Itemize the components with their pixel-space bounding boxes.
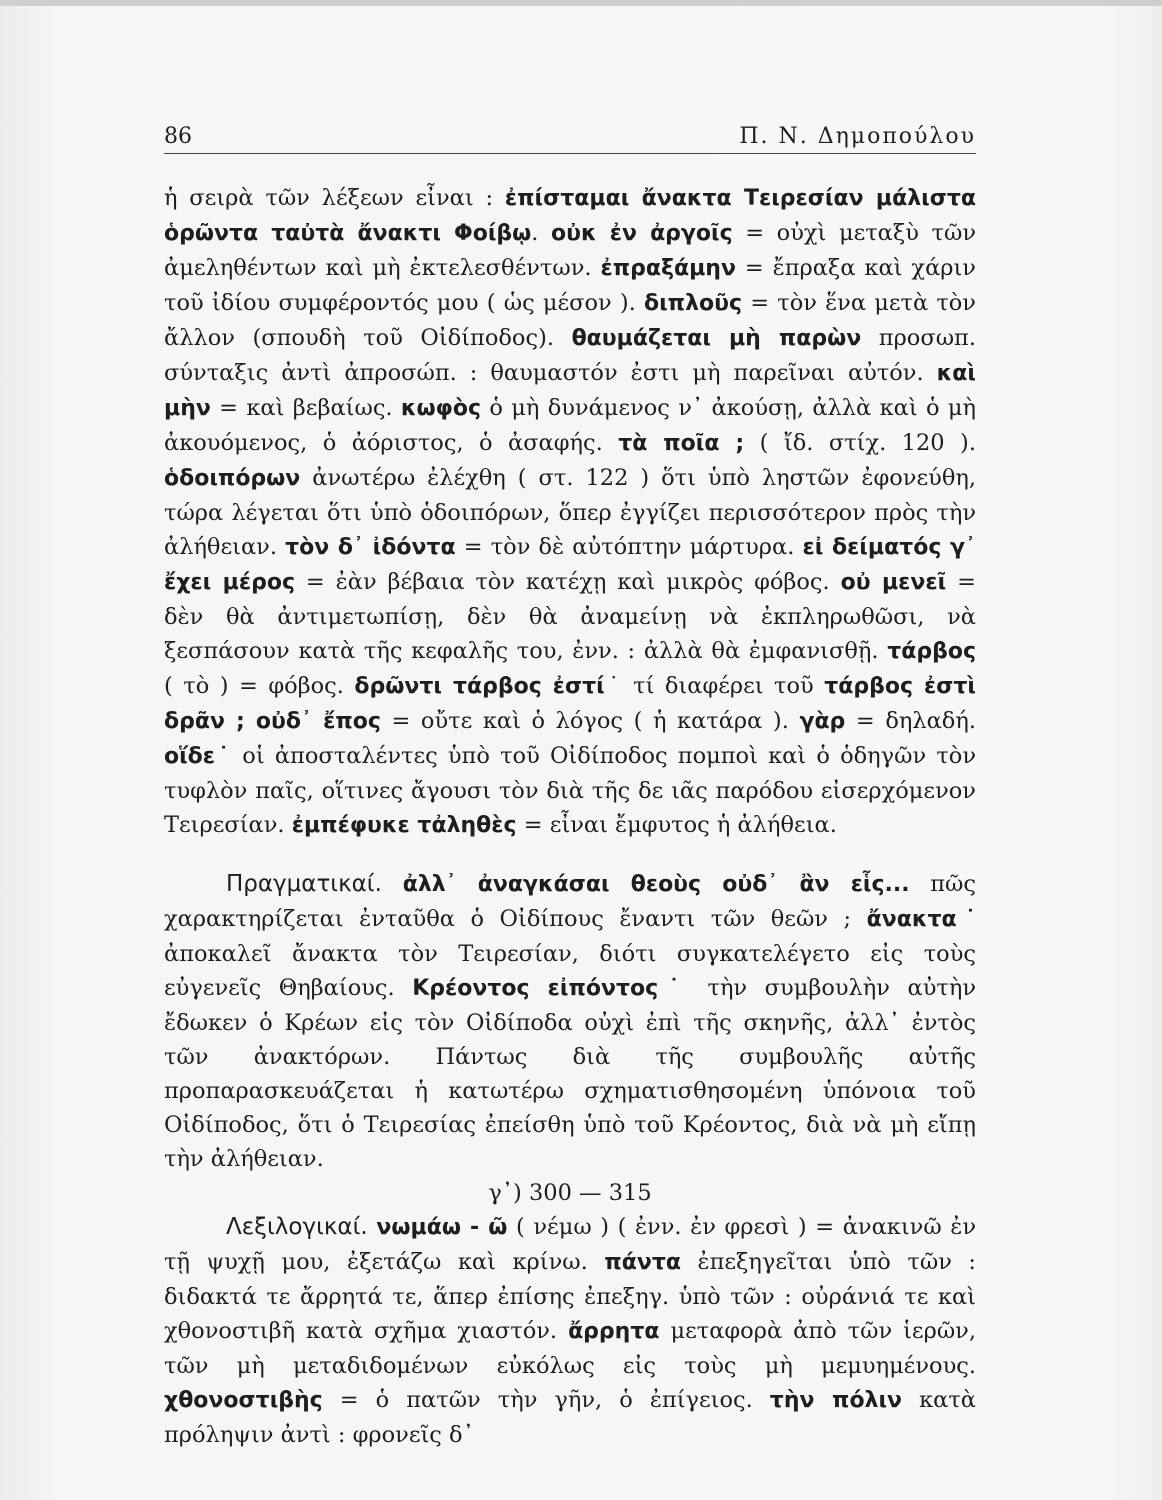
lemma-term: γὰρ xyxy=(799,709,846,734)
lemma-term: δρῶντι τάρβος ἐστί xyxy=(354,674,605,699)
commentary-text: ˙ τί διαφέρει τοῦ xyxy=(604,673,825,699)
lemma-term: ὁδοιπόρων xyxy=(164,466,301,491)
commentary-text: = δηλαδή. xyxy=(845,708,976,734)
commentary-text: μεταφορὰ ἀπὸ τῶν ἱερῶν, τῶν μὴ μεταδιδομένων εὐκόλως εἰς τοὺς μὴ μεμυημένους. xyxy=(164,1318,976,1379)
commentary-text: ἀποκαλεῖ ἄνακτα τὸν Τειρεσίαν, διότι συγκατελέγετο εἰς τοὺς εὐγενεῖς Θηβαίους. xyxy=(164,941,976,1001)
commentary-text: ἐπεξηγεῖται ὑπὸ τῶν : διδακτά τε ἄρρητά τε, ἅπερ ἐπίσης ἐπεξηγ. ὑπὸ τῶν : οὐράνιά τε καὶ χθονοστιβῆ κατὰ σχῆμα χιαστόν. xyxy=(164,1249,976,1344)
lemma-term: τὴν πόλιν xyxy=(769,1388,903,1413)
lemma-term: τὸν δ᾽ ἰδόντα xyxy=(285,535,456,560)
commentary-paragraph-2 xyxy=(164,867,976,1176)
commentary-text: = τὸν δὲ αὐτόπτην μάρτυρα. xyxy=(455,534,803,560)
lemma-term: οὐκ ἐν ἀργοῖς xyxy=(551,221,733,246)
lemma-term: εἰ δείματός γ᾽ ἔχει μέρος xyxy=(164,535,977,595)
commentary-text: πῶς χαρακτηρίζεται ἐνταῦθα ὁ Οἰδίπους ἔναντι τῶν θεῶν ; xyxy=(164,871,976,932)
lemma-term: θαυμάζεται μὴ παρὼν xyxy=(571,326,862,351)
lemma-term: οἵδε˙ xyxy=(164,744,233,769)
running-title: Π. Ν. Δημοπούλου xyxy=(739,124,976,149)
commentary-text: οἱ ἀποσταλέντες ὑπὸ τοῦ Οἰδίποδος πομποὶ καὶ ὁ ὁδηγῶν τὸν τυφλὸν παῖς, οἵτινες ἄγουσι τὸν διὰ τῆς δε ιᾶς παρόδου εἰσερχόμενον Τειρεσίαν. xyxy=(164,743,976,838)
lemma-term: τάρβος ἐστὶ δρᾶν ; οὐδ᾽ ἔπος xyxy=(164,674,976,734)
commentary-text: = εἶναι ἔμφυτος ἡ ἀλήθεια. xyxy=(516,812,837,838)
commentary-text: ( νέμω ) ( ἐνν. ἐν φρεσὶ ) = ἀνακινῶ ἐν τῇ ψυχῇ μου, ἐξετάζω καὶ κρίνω. xyxy=(164,1214,977,1275)
lemma-term: διπλοῦς xyxy=(644,291,743,316)
commentary-text: = οὐχὶ μεταξὺ τῶν ἀμεληθέντων καὶ μὴ ἐκτελεσθέντων. xyxy=(164,220,977,281)
commentary-text: ( τὸ ) = φόβος. xyxy=(164,673,355,699)
lemma-term: τάρβος xyxy=(887,639,976,664)
page-header xyxy=(164,124,976,156)
lemma-term: ἐμπέφυκε τἀληθὲς xyxy=(291,813,517,838)
lemma-term: νωμάω - ῶ xyxy=(376,1215,508,1240)
commentary-text: = ἐὰν βέβαια τὸν κατέχῃ καὶ μικρὸς φόβος. xyxy=(295,569,841,595)
page-number: 86 xyxy=(164,124,192,149)
commentary-text: = τὸν ἕνα μετὰ τὸν ἄλλον (σπουδὴ τοῦ Οἰδίποδος). xyxy=(164,290,976,351)
lemma-term: ἐπραξάμην xyxy=(600,256,736,281)
commentary-text: κατὰ πρόληψιν ἀντὶ : φρονεῖς δ᾽ xyxy=(164,1387,976,1448)
commentary-text: προσωπ. σύνταξις ἀντὶ ἀπροσώπ. : θαυμαστόν ἐστι μὴ παρεῖναι αὐτόν. xyxy=(164,325,976,386)
section-label: Πραγματικαί. xyxy=(226,871,403,897)
lemma-term: καὶ μὴν xyxy=(164,361,976,421)
commentary-text: τὴν συμβουλὴν αὐτὴν ἔδωκεν ὁ Κρέων εἰς τὸν Οἰδίποδα οὐχὶ ἐπὶ τῆς σκηνῆς, ἀλλ᾽ ἐντὸς τῶν ἀνακτόρων. Πάντως διὰ τῆς συμβουλῆς αὐτῆς προπαρασκευάζεται ἡ κατωτέρω σχηματισθησομένη ὑπόνοια τοῦ Οἰδίποδος, ὅτι ὁ Τειρεσίας ἐπείσθη ὑπὸ τοῦ Κρέοντος, διὰ νὰ μὴ εἴπῃ τὴν ἀλήθειαν. xyxy=(164,975,976,1172)
lemma-term: ἐπίσταμαι ἄνακτα Τειρεσίαν μάλιστα ὁρῶντα ταὐτὰ ἄνακτι Φοίβῳ xyxy=(164,186,976,246)
lemma-term: κωφὸς xyxy=(400,396,482,421)
page-top-edge xyxy=(0,0,1162,6)
commentary-text: ὁ μὴ δυνάμενος ν᾽ ἀκούσῃ, ἀλλὰ καὶ ὁ μὴ ἀκουόμενος, ὁ ἀόριστος, ὁ ἀσαφής. xyxy=(164,395,976,456)
lemma-term: οὐ μενεῖ xyxy=(840,570,947,595)
lemma-term: ἄρρητα xyxy=(568,1319,660,1344)
commentary-text: ἀνωτέρω ἐλέχθη ( στ. 122 ) ὅτι ὑπὸ ληστῶν ἐφονεύθη, τώρα λέγεται ὅτι ὑπὸ ὁδοιπόρων, ὅπερ ἐγγίζει περισσότερον πρὸς τὴν ἀλήθειαν. xyxy=(164,465,976,560)
lemma-term: ἀλλ᾽ ἀναγκάσαι θεοὺς οὐδ᾽ ἂν εἷς... xyxy=(402,872,910,897)
commentary-paragraph-3 xyxy=(164,1210,976,1452)
lemma-term: χθονοστιβὴς xyxy=(164,1388,323,1413)
commentary-text: . xyxy=(531,220,552,246)
lemma-term: πάντα xyxy=(604,1250,681,1275)
commentary-text: = καὶ βεβαίως. xyxy=(210,395,401,421)
commentary-text: ἡ σειρὰ τῶν λέξεων εἶναι : xyxy=(164,185,505,211)
commentary-text: = οὔτε καὶ ὁ λόγος ( ἡ κατάρα ). xyxy=(380,708,800,734)
commentary-text: = δὲν θὰ ἀντιμετωπίσῃ, δὲν θὰ ἀναμείνῃ νὰ ἐκπληρωθῶσι, νὰ ξεσπάσουν κατὰ τῆς κεφαλῆς του, ἐνν. : ἀλλὰ θὰ ἐμφανισθῇ. xyxy=(164,569,976,664)
commentary-text: = ὁ πατῶν τὴν γῆν, ὁ ἐπίγειος. xyxy=(322,1387,770,1413)
lemma-term: τὰ ποῖα ; xyxy=(618,431,745,456)
lemma-term: ἄνακτα˙ xyxy=(866,907,976,932)
commentary-paragraph-1 xyxy=(164,181,976,843)
paragraph-gap xyxy=(164,843,976,867)
header-rule xyxy=(164,153,976,154)
body-text xyxy=(164,181,976,1452)
commentary-text: = ἔπραξα καὶ χάριν τοῦ ἰδίου συμφέροντός μου ( ὡς μέσον ). xyxy=(164,255,976,316)
section-heading: γ᾽) 300 — 315 xyxy=(488,1180,652,1206)
commentary-text: ( ἴδ. στίχ. 120 ). xyxy=(744,430,976,456)
section-label: Λεξιλογικαί. xyxy=(226,1214,377,1240)
lemma-term: Κρέοντος εἰπόντος˙ xyxy=(412,976,690,1001)
